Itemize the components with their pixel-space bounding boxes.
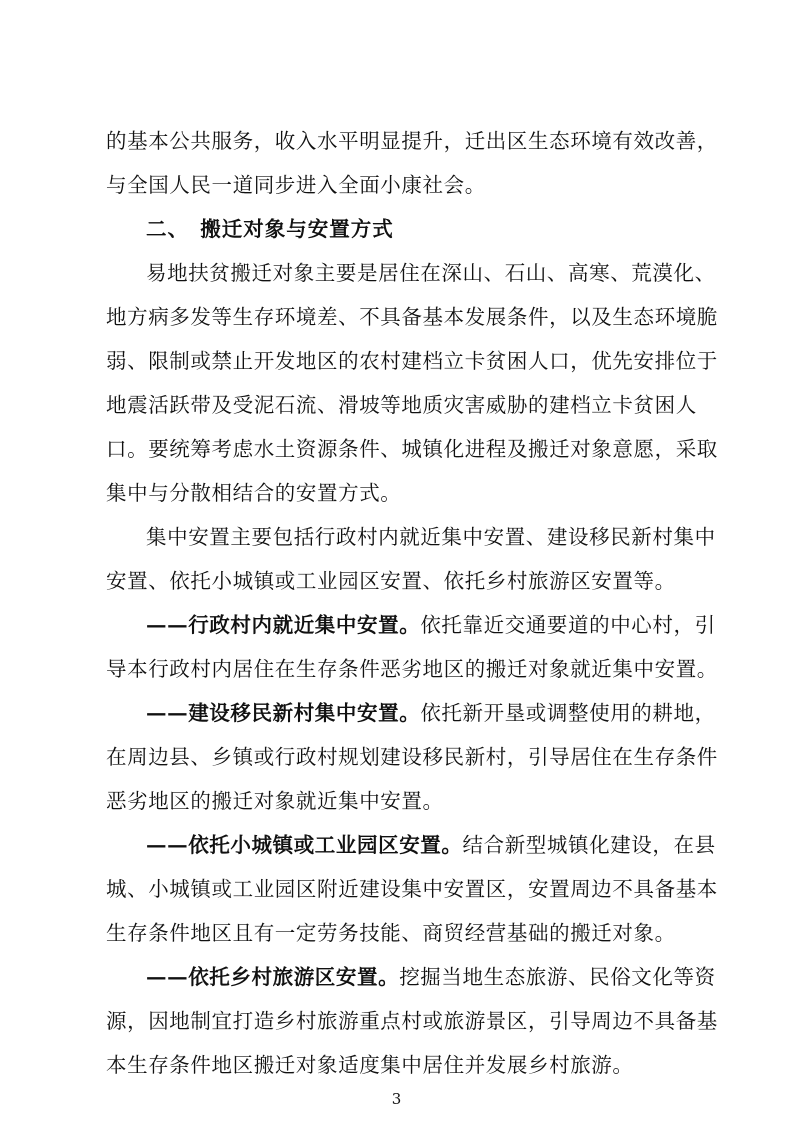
text-line: 安置、依托小城镇或工业园区安置、依托乡村旅游区安置等。 — [106, 569, 676, 593]
text-line: 恶劣地区的搬迁对象就近集中安置。 — [106, 789, 444, 813]
text-line: 地方病多发等生存环境差、不具备基本发展条件，以及生态环境脆 — [106, 305, 718, 329]
text-line: 弱、限制或禁止开发地区的农村建档立卡贫困人口，优先安排位于 — [106, 349, 718, 373]
page-number: 3 — [391, 1090, 402, 1108]
text-line: 集中安置主要包括行政村内就近集中安置、建设移民新村集中 — [146, 525, 716, 549]
text-line: 与全国人民一道同步进入全面小康社会。 — [106, 173, 486, 197]
text-line — [146, 701, 716, 725]
text-line: 集中与分散相结合的安置方式。 — [106, 481, 402, 505]
text-line: 城、小城镇或工业园区附近建设集中安置区，安置周边不具备基本 — [106, 877, 718, 901]
text-line: 在周边县、乡镇或行政村规划建设移民新村，引导居住在生存条件 — [106, 745, 718, 769]
text-line: 口。要统筹考虑水土资源条件、城镇化进程及搬迁对象意愿，采取 — [106, 437, 718, 461]
text-run: 依托新开垦或调整使用的耕地， — [420, 701, 716, 725]
text-line: 本生存条件地区搬迁对象适度集中居住并发展乡村旅游。 — [106, 1053, 634, 1077]
text-line — [146, 613, 716, 637]
text-line — [146, 833, 716, 857]
section-heading: 二、 搬迁对象与安置方式 — [146, 217, 394, 241]
subheading-rural-tourism: ——依托乡村旅游区安置。 — [146, 965, 400, 989]
text-line — [146, 965, 716, 989]
text-run: 挖掘当地生态旅游、民俗文化等资 — [399, 965, 716, 989]
text-line: 的基本公共服务，收入水平明显提升，迁出区生态环境有效改善， — [106, 129, 718, 153]
text-line: 源，因地制宜打造乡村旅游重点村或旅游景区，引导周边不具备基 — [106, 1009, 718, 1033]
text-line: 生存条件地区且有一定劳务技能、商贸经营基础的搬迁对象。 — [106, 921, 676, 945]
subheading-new-village: ——建设移民新村集中安置。 — [146, 701, 421, 725]
text-line: 导本行政村内居住在生存条件恶劣地区的搬迁对象就近集中安置。 — [106, 657, 718, 681]
subheading-village: ——行政村内就近集中安置。 — [146, 613, 421, 637]
subheading-small-town: ——依托小城镇或工业园区安置。 — [146, 833, 463, 857]
text-line: 地震活跃带及受泥石流、滑坡等地质灾害威胁的建档立卡贫困人 — [106, 393, 697, 417]
text-line: 易地扶贫搬迁对象主要是居住在深山、石山、高寒、荒漠化、 — [146, 261, 716, 285]
text-run: 结合新型城镇化建设，在县 — [462, 833, 716, 857]
text-run: 依托靠近交通要道的中心村，引 — [420, 613, 716, 637]
